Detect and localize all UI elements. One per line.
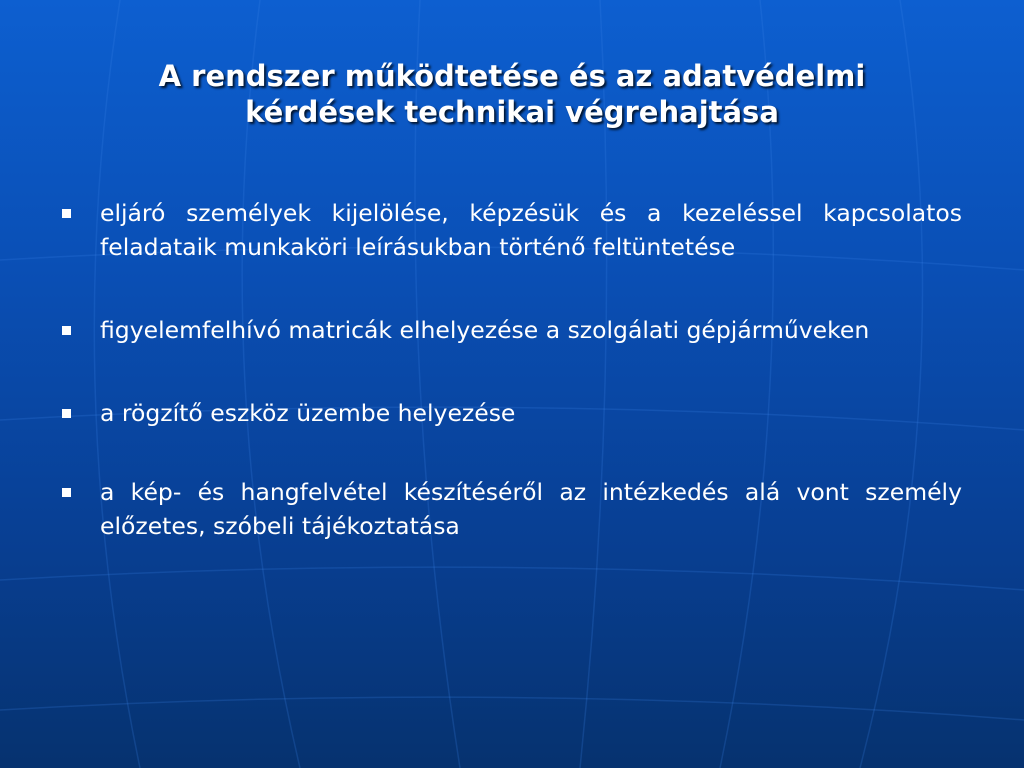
bullet-text: eljáró személyek kijelölése, képzésük és a kezeléssel kapcsolatos feladataik munkaköri leírásukban történő feltüntetése [100,199,962,261]
square-bullet-icon [62,409,71,418]
square-bullet-icon [62,326,71,335]
square-bullet-icon [62,209,71,218]
bullet-text: figyelemfelhívó matricák elhelyezése a szolgálati gépjárműveken [100,316,870,344]
bullet-text: a rögzítő eszköz üzembe helyezése [100,399,516,427]
slide-title-line-2: kérdések technikai végrehajtása [245,95,779,129]
bullet-item [62,196,962,264]
bullet-item [62,313,962,347]
bullet-list [62,196,962,592]
slide-title-line-1: A rendszer működtetése és az adatvédelmi [158,59,866,93]
slide-title [60,58,964,130]
square-bullet-icon [62,488,71,497]
bullet-text: a kép- és hangfelvétel készítéséről az intézkedés alá vont személy előzetes, szóbeli tájékoztatása [100,478,962,540]
bullet-item [62,396,962,430]
bullet-item [62,475,962,543]
